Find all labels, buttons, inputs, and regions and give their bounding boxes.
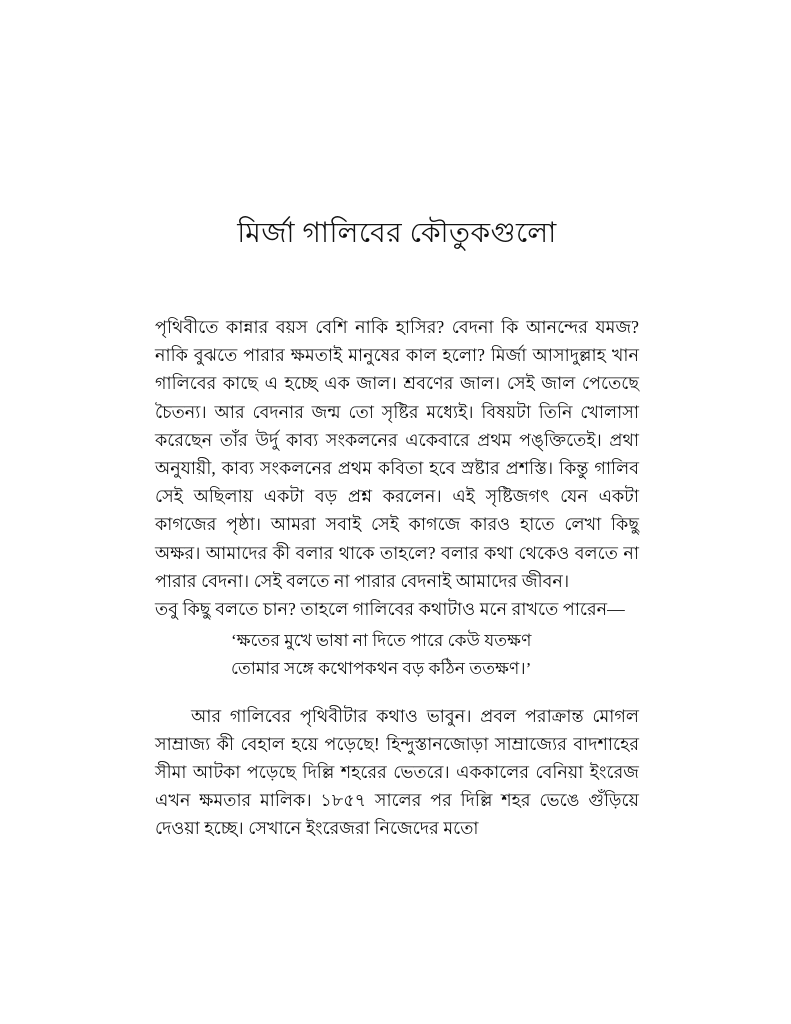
body-text xyxy=(155,313,639,843)
paragraph-3: আর গালিবের পৃথিবীটার কথাও ভাবুন। প্রবল পরাক্রান্ত মোগল সাম্রাজ্য কী বেহাল হয়ে পড়েছে! হিন্দুস্তানজোড়া সাম্রাজ্যের বাদশাহের সীমা আটকা পড়েছে দিল্লি শহরের ভেতরে। এককালের বেনিয়া ইংরেজ এখন ক্ষমতার মালিক। ১৮৫৭ সালের পর দিল্লি শহর ভেঙে গুঁড়িয়ে দেওয়া হচ্ছে। সেখানে ইংরেজরা নিজেদের মতো xyxy=(155,705,639,839)
verse-line-2: তোমার সঙ্গে কথোপকথন বড় কঠিন ততক্ষণ।’ xyxy=(231,659,532,679)
paragraph-1: পৃথিবীতে কান্নার বয়স বেশি নাকি হাসির? বেদনা কি আনন্দের যমজ? নাকি বুঝতে পারার ক্ষমতাই মানুষের কাল হলো? মির্জা আসাদুল্লাহ খান গালিবের কাছে এ হচ্ছে এক জাল। শ্রবণের জাল। সেই জাল পেতেছে চৈতন্য। আর বেদনার জন্ম তো সৃষ্টির মধ্যেই। বিষয়টা তিনি খোলাসা করেছেন তাঁর উর্দু কাব্য সংকলনের একেবারে প্রথম পঙ্‌ক্তিতেই। প্রথা অনুযায়ী, কাব্য সংকলনের প্রথম কবিতা হবে স্রষ্টার প্রশস্তি। কিন্তু গালিব সেই অছিলায় একটা বড় প্রশ্ন করলেন। এই সৃষ্টিজগৎ যেন একটা কাগজের পৃষ্ঠা। আমরা সবাই সেই কাগজে কারও হাতে লেখা কিছু অক্ষর। আমাদের কী বলার থাকে তাহলে? বলার কথা থেকেও বলতে না পারার বেদনা। সেই বলতে না পারার বেদনাই আমাদের জীবন। xyxy=(155,317,639,591)
paragraph-2: তবু কিছু বলতে চান? তাহলে গালিবের কথাটাও মনে রাখতে পারেন— xyxy=(155,599,625,620)
verse-line-1: ‘ক্ষতের মুখে ভাষা না দিতে পারে কেউ যতক্ষণ xyxy=(231,631,532,651)
page-title: মির্জা গালিবের কৌতুকগুলো xyxy=(237,218,557,249)
verse-spacer-bottom xyxy=(155,684,639,702)
verse-quote xyxy=(155,627,639,683)
